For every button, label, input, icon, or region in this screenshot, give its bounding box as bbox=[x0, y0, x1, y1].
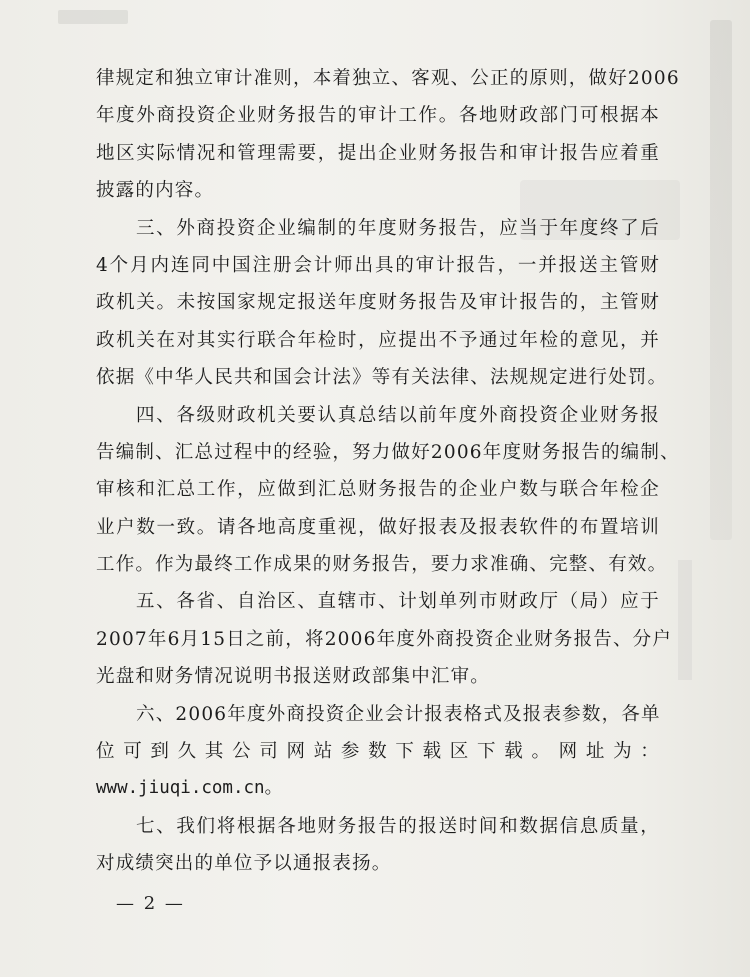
text-line: 业户数一致。请各地高度重视，做好报表及报表软件的布置培训 bbox=[96, 516, 660, 538]
text-line: 五、各省、自治区、直辖市、计划单列市财政厅（局）应于 bbox=[136, 591, 660, 613]
text-line: 告编制、汇总过程中的经验，努力做好2006年度财务报告的编制、 bbox=[96, 441, 680, 463]
body-text bbox=[96, 60, 680, 883]
text-line: 七、我们将根据各地财务报告的报送时间和数据信息质量， bbox=[136, 815, 660, 837]
text-line: 政机关在对其实行联合年检时，应提出不予通过年检的意见，并 bbox=[96, 329, 660, 351]
text-line: 地区实际情况和管理需要，提出企业财务报告和审计报告应着重 bbox=[96, 142, 660, 164]
text-line: 位可到久其公司网站参数下载区下载。网址为： bbox=[96, 741, 660, 763]
paragraph-item-5 bbox=[96, 583, 673, 695]
text-line: 披露的内容。 bbox=[96, 180, 215, 202]
paragraph-item-4 bbox=[96, 397, 680, 584]
bleed-through-mark bbox=[710, 20, 732, 540]
bleed-through-mark bbox=[678, 560, 692, 680]
paragraph-audit bbox=[96, 60, 680, 210]
text-line: 工作。作为最终工作成果的财务报告，要力求准确、完整、有效。 bbox=[96, 554, 668, 576]
text-line: 对成绩突出的单位予以通报表扬。 bbox=[96, 853, 392, 875]
text-line: 光盘和财务情况说明书报送财政部集中汇审。 bbox=[96, 666, 491, 688]
bleed-through-mark bbox=[58, 10, 128, 24]
text-line: 年度外商投资企业财务报告的审计工作。各地财政部门可根据本 bbox=[96, 105, 660, 127]
text-line: 审核和汇总工作，应做到汇总财务报告的企业户数与联合年检企 bbox=[96, 479, 660, 501]
text-line: 三、外商投资企业编制的年度财务报告，应当于年度终了后 bbox=[136, 217, 660, 239]
text-line: 4个月内连同中国注册会计师出具的审计报告，一并报送主管财 bbox=[96, 254, 660, 276]
text-line: 政机关。未按国家规定报送年度财务报告及审计报告的，主管财 bbox=[96, 292, 660, 314]
text-line: 四、各级财政机关要认真总结以前年度外商投资企业财务报 bbox=[136, 404, 660, 426]
page-number: — 2 — bbox=[116, 893, 185, 914]
text-line: 六、2006年度外商投资企业会计报表格式及报表参数，各单 bbox=[136, 703, 661, 725]
paragraph-item-3 bbox=[96, 210, 668, 397]
website-url: www.jiuqi.com.cn。 bbox=[96, 778, 283, 799]
text-line: 律规定和独立审计准则，本着独立、客观、公正的原则，做好2006 bbox=[96, 68, 680, 89]
text-line: 依据《中华人民共和国会计法》等有关法律、法规规定进行处罚。 bbox=[96, 367, 668, 389]
text-line: 2007年6月15日之前，将2006年度外商投资企业财务报告、分户 bbox=[96, 628, 673, 650]
paragraph-item-7 bbox=[96, 808, 660, 883]
paragraph-item-6 bbox=[96, 696, 660, 808]
